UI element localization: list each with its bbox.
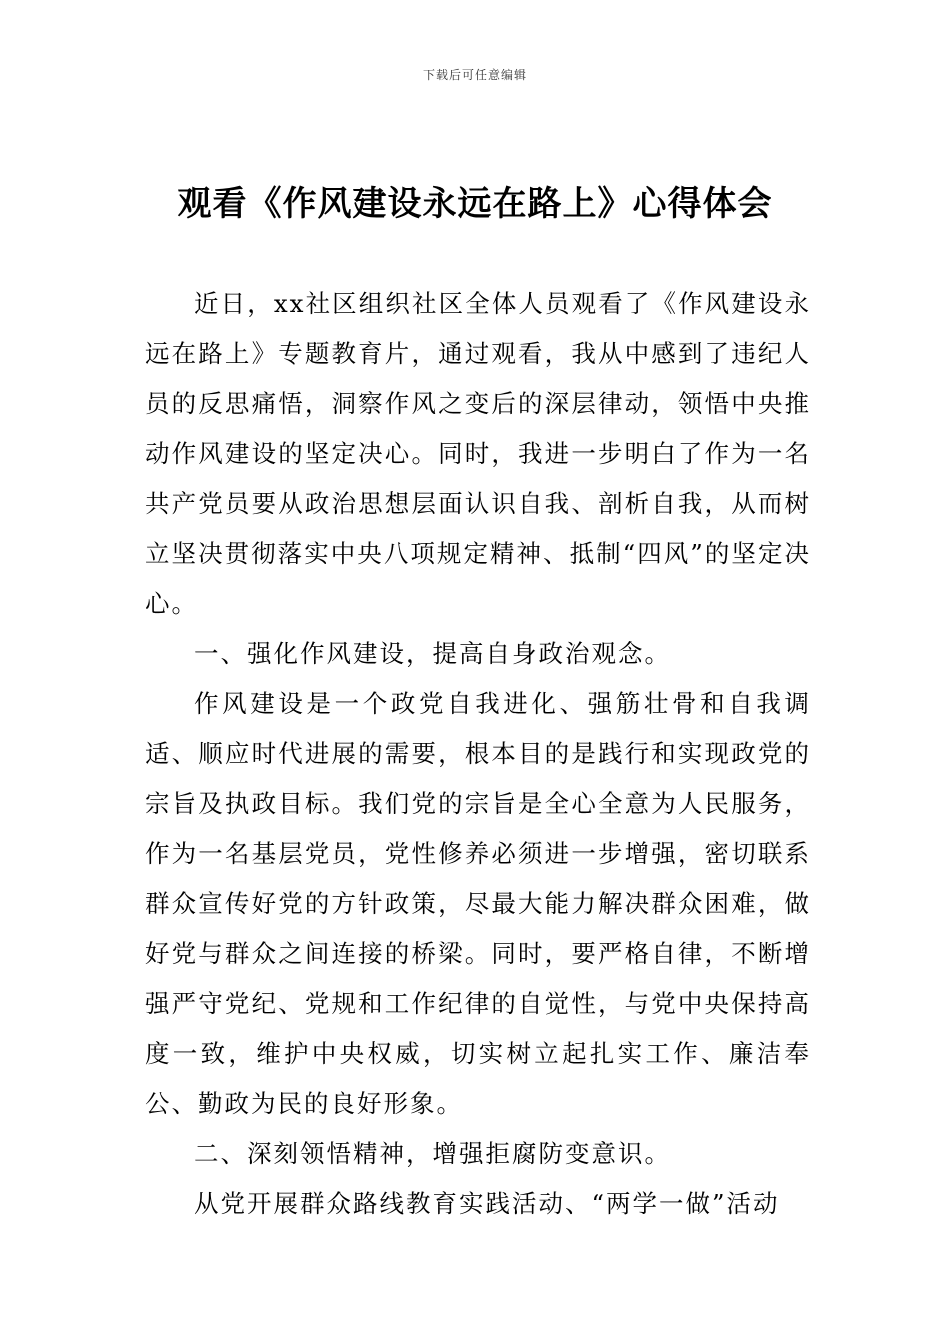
- document-title: 观看《作风建设永远在路上》心得体会: [177, 184, 773, 224]
- paragraph-section-2: 从党开展群众路线教育实践活动、“两学一做”活动: [194, 1189, 780, 1218]
- section-heading-2: 二、深刻领悟精神，增强拒腐防变意识。: [194, 1139, 671, 1168]
- header-note: 下载后可任意编辑: [422, 68, 527, 82]
- paragraph-intro: 近日，xx社区组织社区全体人员观看了《作风建设永远在路上》专题教育片，通过观看，我从中感到了违纪人员的反思痛悟，洞察作风之变后的深层律动，领悟中央推动作风建设的坚定决心。同时，我进一步明白了作为一名共产党员要从政治思想层面认识自我、剖析自我，从而树立坚决贯彻落实中央八项规定精神、抵制“四风”的坚定决心。: [145, 289, 811, 618]
- document-body: [145, 279, 811, 1229]
- paragraph-section-1: 作风建设是一个政党自我进化、强筋壮骨和自我调适、顺应时代进展的需要，根本目的是践行和实现政党的宗旨及执政目标。我们党的宗旨是全心全意为人民服务，作为一名基层党员，党性修养必须进一步增强，密切联系群众宣传好党的方针政策，尽最大能力解决群众困难，做好党与群众之间连接的桥梁。同时，要严格自律，不断增强严守党纪、党规和工作纪律的自觉性，与党中央保持高度一致，维护中央权威，切实树立起扎实工作、廉洁奉公、勤政为民的良好形象。: [145, 689, 811, 1118]
- section-heading-1: 一、强化作风建设，提高自身政治观念。: [194, 639, 671, 668]
